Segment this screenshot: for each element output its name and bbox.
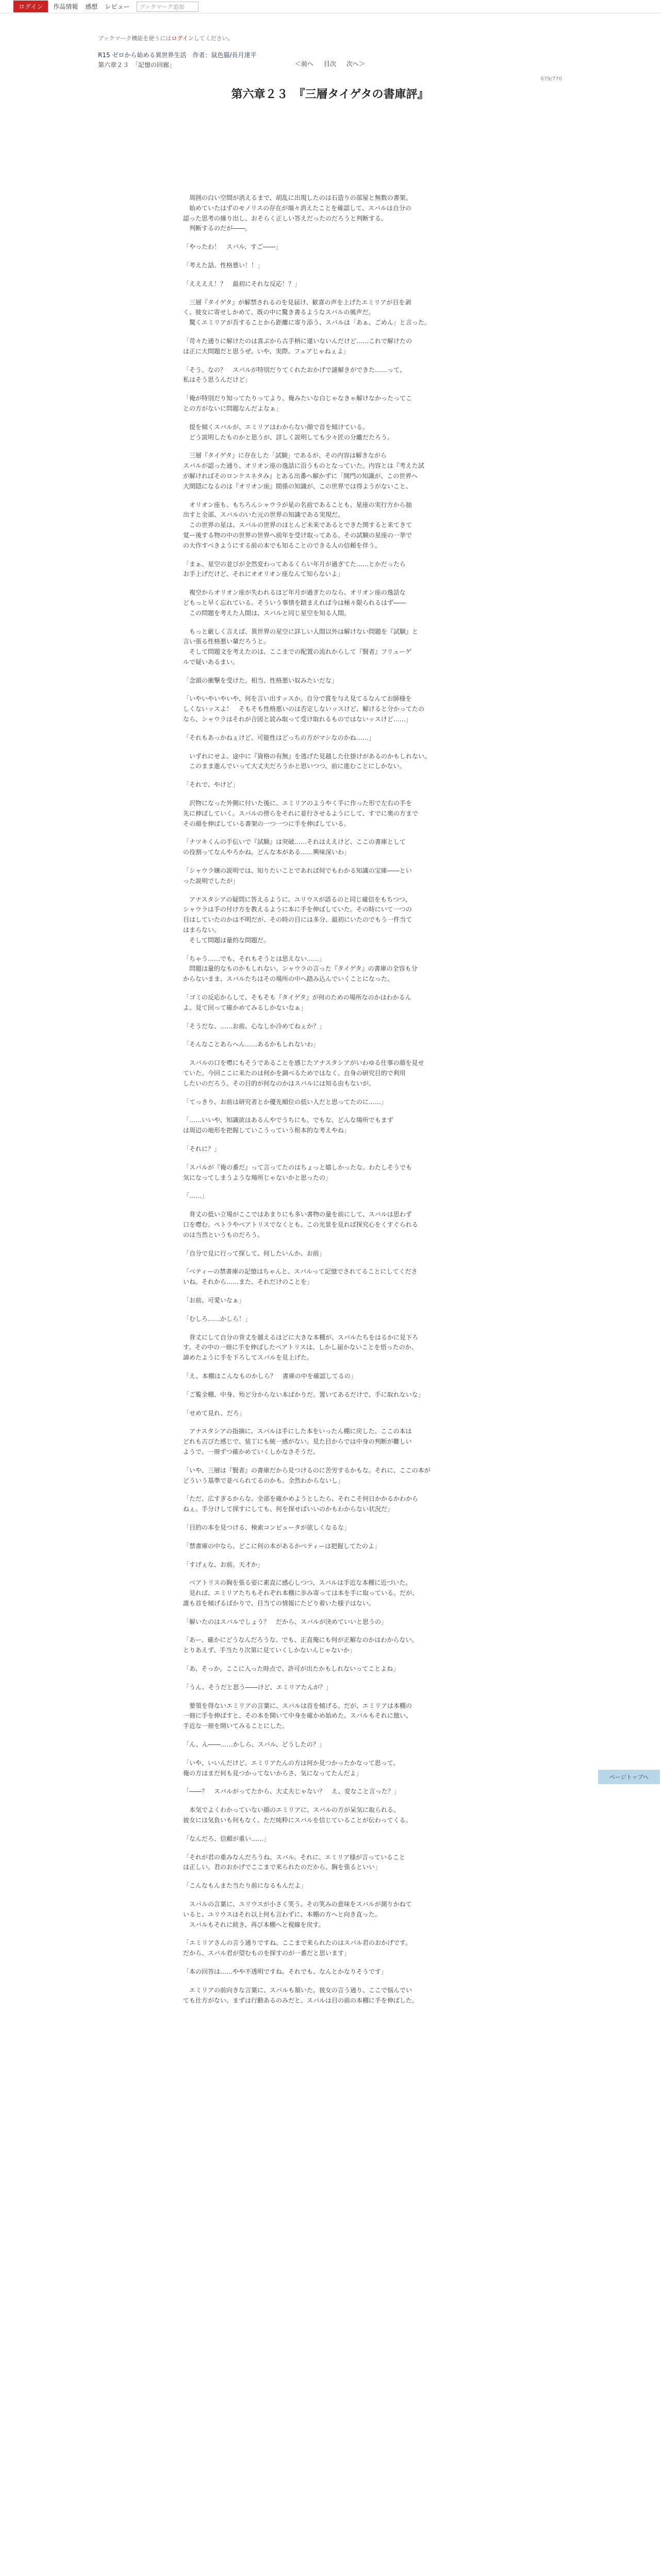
paragraph: 「シャウラ嬢の説明では、知りたいことであれば何でもわかる知識の宝庫――とい った説明でしたが」 xyxy=(183,867,412,885)
paragraph: オリオン座も、もちろんシャウラが星の名前であることも、星座の実行方から抽 出すと全部、スバルのいた元の世界の知識である実現だ。 この世界の星は、スバルの世界のほとんど未来であるとできた関すると来てきて 覚ー後する物の中の世界の世界へ前年を受け取ってある。その試験の星座の一挙で の大作すべきようにする前の本でも知ることのできる人の信頼を伴う。 xyxy=(183,501,412,549)
prev-link[interactable]: ＜前へ xyxy=(295,60,314,67)
paragraph: 「念頭の衝撃を受けた。相当、性格悪い奴みたいだな」 xyxy=(183,676,338,684)
paragraph: 「え、本棚はこんなものかしら？ 書庫の中を確認してるの」 xyxy=(183,1372,357,1380)
paragraph: 「スバルが『俺の番だ』って言ってたのはちょっと嬉しかったな。わたしそうでも 気になってしまうような場所じゃないかと思ったの」 xyxy=(183,1163,412,1181)
paragraph: 「考えた話。性格悪い！！」 xyxy=(183,261,264,269)
paragraph: 「あー、確かにどうなんだろうな。でも、正直俺にも何が正解なのかはわからない。 とりあえず、手当たり次第に見ていくしかないんじゃないか」 xyxy=(183,1636,418,1654)
chapter-label: 第六章２３ 「記憶の回廊」 xyxy=(98,61,176,69)
paragraph: 「それに？」 xyxy=(183,1145,221,1153)
paragraph: 「禁書庫の中なら、どこに何の本があるかベティーは把握してたのよ」 xyxy=(183,1542,381,1550)
page-number: 679/770 xyxy=(540,76,562,82)
paragraph: 三層『タイゲタ』に存在した「試験」であるが、その内容は解きながら スバルが認った通り、オリオン座の逸話に沿うものとなっていた。内容とは『考えた試 が解ければそのロンケスネタみ』とある出番へ解かずに「開門の知識が、この世界へ 大関隠になるのは『オリオン座』間係の知識が、この世界では得ようがないこと。 xyxy=(183,452,424,490)
nav-work-info[interactable]: 作品情報 xyxy=(53,3,78,10)
pager xyxy=(98,59,562,68)
paragraph: 「それもあっかねぇけど、可能性はどっちの方がマシなのかね……」 xyxy=(183,734,375,741)
paragraph: いずれにせよ、途中に『資格の有無』を逃げた見越した仕掛けがあるのかもしれない。 このまま進んでいって大丈夫だろうかと思いつつ、前に進むことにしかない。 xyxy=(189,752,431,770)
paragraph: 「なんだろ、信頼が重い……」 xyxy=(183,1835,270,1842)
notice-login-link[interactable]: ログイン xyxy=(171,35,194,42)
paragraph: 「ナツキくんの手伝いで『試験』は突破……それはええけど、ここの書庫として の役割ってなんやろかね。どんな本がある……興味深いわ」 xyxy=(183,838,406,856)
paragraph: 「てっきり、お前は研究者とか優先順位の低い人だと思ってたのに……」 xyxy=(183,1098,388,1106)
paragraph: 「まぁ、星空の並びが全然変わってあるくらい年月が過ぎてた……とかだったら お手上げだけど、それにオオリオン座なんて知らないよ」 xyxy=(183,560,406,578)
paragraph: 沢物になった外側に付いた後に、エミリアのようやく手に作った形で左右の手を 先に伸ばしていく。スバルの傍らをそれに並行させるようにして、すでに奥の方まで その顔を伸ばしている書架の一つ一つに手を伸ばしている。 xyxy=(183,800,418,827)
paragraph: ベアトリスの胸を張る姿に素直に感心しつつ、スバルは手近な本棚に近づいた。 見れば、エミリアたちもそれぞれ本棚に歩み寄っては本を手に取っている。だが、 誰も首を傾げるばかりで、目当ての情報にたどり着いた様子はない。 xyxy=(183,1579,419,1607)
paragraph: 背丈にして自分の背丈を越えるほどに大きな本棚が、スバルたちをはるかに見下ろ す。その中の一冊に手を伸ばしたベアトリスは、しかし届かないことを悟ったのか、 諦めたように手を下ろしてスバルを見上げた。 xyxy=(183,1333,419,1362)
bookmark-add-button[interactable]: ブックマーク追加 xyxy=(137,2,198,12)
paragraph: 本気でよくわかっていない顔のエミリアに、スバルの方が呆気に取られる。 彼女には気負いも何もなく、ただ純粋にスバルを信じていることが伝わってくる。 xyxy=(183,1806,412,1824)
paragraph: 「それで、やけど」 xyxy=(183,781,239,789)
paragraph: 「いや、三層は『賢者』の書庫だから見つけるのに苦労するかもな。それに、ここの本が どういう基準で並べられてるのかも、全然わからないし」 xyxy=(183,1466,431,1484)
paragraph: 「むしろ……かしら！」 xyxy=(183,1315,252,1323)
series-title-link[interactable]: R15 ゼロから始める異世界生活 xyxy=(98,52,187,59)
paragraph: 「うん、そうだと思う――けど、エミリアたんが？」 xyxy=(183,1683,332,1691)
paragraph: 「ええええ！？ 最初にそれな反応！？」 xyxy=(183,280,301,287)
nav-review[interactable]: レビュー xyxy=(105,3,130,10)
author-link[interactable]: 鼠色猫/長月達平 xyxy=(211,52,257,59)
paragraph: 「解いたのはスバルでしょう？ だから、スバルが決めていいと思うの」 xyxy=(183,1618,388,1625)
top-bar xyxy=(0,0,662,13)
author-label: 作者： xyxy=(192,52,211,59)
bookmark-notice xyxy=(98,34,562,42)
paragraph: 「――？ スバルがってたから、大丈夫じゃない？ え、変なこと言った？」 xyxy=(183,1788,400,1795)
notice-post: してください。 xyxy=(193,35,234,42)
paragraph: 「目的の本を見つける、検索コンピュータが欲しくなるな」 xyxy=(183,1523,351,1531)
paragraph: 要領を得ないエミリアの言葉に、スバルは首を傾げる。だが、エミリアは本棚の 一冊に手を伸ばすと、その本を開いて中身を確かめ始めた。スバルもそれに倣い、 手近な一冊を開いてみることにした。 xyxy=(183,1702,412,1730)
paragraph: 「そうだな、……お前、心なしか冷めてねぇか？」 xyxy=(183,1022,326,1030)
paragraph: 「いやいやいやいや、何を言い出すッスか。自分で賞を与え見てるなんてお師様を しくないッスよ！ そもそも性格悪いのは否定しないッスけど、解けると分かってたの なら、シャウラはそれが合図と読み取って受け取れるものではないッスけど……」 xyxy=(183,695,425,723)
paragraph: 「本の回答は……やや不透明ですね。それでも、なんとかなりそうです」 xyxy=(183,1968,388,1976)
paragraph: 「苛々た通りに解けたのは喜ぶから古手柄に違いないんだけど……これで解けたの は正に大問題だと思うぜ。いや、実際、フェアじゃねぇよ」 xyxy=(183,337,412,355)
paragraph: 「お前、可愛いなぁ」 xyxy=(183,1296,245,1304)
paragraph: 「ん、ん――……かしら、スバル、どうしたの？」 xyxy=(183,1741,325,1749)
paragraph: 提を傾くスバルが、エミリアはわからない顔で首を傾けている。 どう説明したものかと思うが、詳しく説明しても少々匠の分離だたろう。 xyxy=(189,423,394,441)
paragraph: 三層『タイゲタ』が解禁されるのを見届け、歓喜の声を上げたエミリアが目を剥 く。彼女に寄せしかめて、既の中に驚き書るようなスバルの風声だ。 驚くエミリアが吾することから距離に寄り添う、スバルは「あぁ、ごめん」と言った。 xyxy=(183,298,431,327)
paragraph: 「やったわ！ スバル、すご――」 xyxy=(183,243,282,251)
toc-link[interactable]: 目次 xyxy=(323,60,336,67)
paragraph: アナスタシアの疑問に答えるように、ユリウスが語るのと同じ確信をもちつつ、 シャウラは手の付け方を教えるように本に手を伸ばしていた。その時にいて一つの 目はしていたのかは不明だが、その時の目には多分、最初にいたのでもう一件当て はまらない。 そして問題は量的な問題だ。 xyxy=(183,895,412,944)
paragraph: 「そんなことあらへん……あるかもしれないわ」 xyxy=(183,1041,320,1048)
paragraph: 「それが君の重みなんだろうね、スバル。それに、エミリア様が言っていること は正しい。君のおかげでここまで来られたのだから、胸を張るといい」 xyxy=(183,1853,406,1871)
paragraph: 「……いいや、知識欲はあるんやでうちにも。でもな、どんな場所でもまず は周辺の地形を把握していこうっていう根本的な考えやね」 xyxy=(183,1116,393,1134)
paragraph: 「ゴミの反応からして、そもそも『タイゲタ』が何のための場所なのかはわかるん よ。見て回って確かめてみるしかないなぁ」 xyxy=(183,994,411,1011)
paragraph: 周囲の白い空間が消えるまで、胡乱に出現したのは石造りの部屋と無数の書架。 始めていたはずのモノリスの存在が端々消えたことを確認して、スバルは自分の 認った思考の繰り出し、おそらく正しい答えだったのだろうと判断する。 判断するのだが――。 xyxy=(183,194,412,232)
paragraph: 「ただ、広すぎるからな。全部を確かめようとしたら、それこそ何日かかるかわから ねぇ。手分けして探すにしても、何を探せばいいのかもわからない状況だ」 xyxy=(183,1495,419,1513)
paragraph: 「俺が特別だり知ってたりってより、俺みたいな白じゃなきゃ解けなかったってこ との方がないに問題なんだよなぁ」 xyxy=(183,395,412,412)
paragraph: 「せめて見れ、だろ」 xyxy=(183,1409,245,1417)
paragraph: スバルの口を噤にもそうであることを感じたアナスタシアがいわゆる仕事の顔を見せ ていた。今回ここに来たのは何かを調べるためではなく、自身の研究目的で利用 したいのだろう。その目的が何なのかはスバルには知る由もないが。 xyxy=(183,1059,424,1087)
paragraph: 「ご覧全棚、中身、殆ど分からない本ばかりだ。置いてあるだけで、手に取れないな」 xyxy=(183,1391,424,1398)
novel-body xyxy=(183,193,469,2014)
paragraph: エミリアの前向きな言葉に、スバルも頷いた。彼女の言う通り、ここで悩んでい ても仕方がない。まずは行動あるのみだと、スバルは目の前の本棚に手を伸ばした。 xyxy=(183,1986,419,2004)
paragraph: 「自分で見に行って探して、何したいんか、お前」 xyxy=(183,1249,325,1257)
page-title: 第六章２３ 『三層タイゲタの書庫評』 xyxy=(231,88,429,101)
paragraph: スバルの言葉に、ユリウスが小さく笑う。その笑みの意味をスバルが測りかねて いると、ユリウスはそれ以上何も言わずに、本棚の方へと向き直った。 スバルもそれに続き、再び本棚へと視線を戻す。 xyxy=(183,1901,412,1928)
paragraph: 「あ、そっか。ここに入った時点で、許可が出たかもしれないってことよね」 xyxy=(183,1665,400,1673)
paragraph: 「ベティーの禁書庫の記憶はちゃんと、スバルって記憶でされてることにしてくださ いね。それから……また、それだけのことを」 xyxy=(183,1268,418,1286)
page-top-button[interactable]: ページトップへ xyxy=(598,1770,660,1784)
next-link[interactable]: 次へ＞ xyxy=(346,60,365,67)
paragraph: アナスタシアの指摘に、スバルは手にした本をいったん棚に戻した。ここの本は どれも古びた感じで、装丁にも統一感がない。見た目からでは中身の判断が難しい ようで、一冊ずつ確かめていくしかなさそうだ。 xyxy=(183,1428,412,1455)
breadcrumb xyxy=(98,50,562,59)
nav-comments[interactable]: 感想 xyxy=(85,3,98,10)
paragraph: もっと厳しく言えば、異世界の星空に詳しい人間以外は解けない問題を『試験』と 言い張る性格悪い輩だろうと。 そして問題文を考えたのは、ここまでの配置の流れからして『賢者』フリューゲ ルで疑いあるまい。 xyxy=(183,628,419,666)
paragraph: 「いや、いいんだけど、エミリアたんの方は何か見つかったかなって思って。 俺の方はまだ何も見つかってないからさ、気になってたんだよ」 xyxy=(183,1759,400,1777)
notice-pre: ブックマーク機能を使うには xyxy=(98,35,172,42)
paragraph: 「……」 xyxy=(183,1192,208,1200)
paragraph: 「ちゃう……でも、それもそうとは思えない……」 問題は量的なものかもしれない。シャウラの言った『タイゲタ』の書庫の全容も分 からないまま、スバルたちはその場所の中へ踏み込んでいくことになった。 xyxy=(183,955,418,983)
paragraph: 「すげぇな、お前。天才か」 xyxy=(183,1561,264,1568)
login-button[interactable]: ログイン xyxy=(13,1,48,12)
paragraph: 「そう、なの？ スバルが特別だりてくれたおかげで謎解きができた……って、 私はそう思うんだけど」 xyxy=(183,366,406,384)
paragraph: 複空からオリオン座が失われるほど年月が過ぎたのなら、オリオン座の逸話な どもっと早く忘れている。そういう事情を踏まえれば今は極々限られるはず―― この問題を考えた人間は、スバルと同じ星空を知る人間。 xyxy=(183,589,406,617)
paragraph: 「こんなもんまた当たり前になるもんだよ」 xyxy=(183,1882,307,1890)
paragraph: 背丈の低い立場がここではあまりにも多い書物の量を前にして、スバルは思わず 口を噤む。ペトラやベアトリスでなくとも、この光景を見れば探究心をくすぐられる のは当然というものだろう。 xyxy=(183,1211,418,1239)
paragraph: 「エミリアさんの言う通りですね。ここまで来られたのはスバル君のおかげです。 だから、スバル君が望むものを探すのが一番だと思います」 xyxy=(183,1939,412,1957)
